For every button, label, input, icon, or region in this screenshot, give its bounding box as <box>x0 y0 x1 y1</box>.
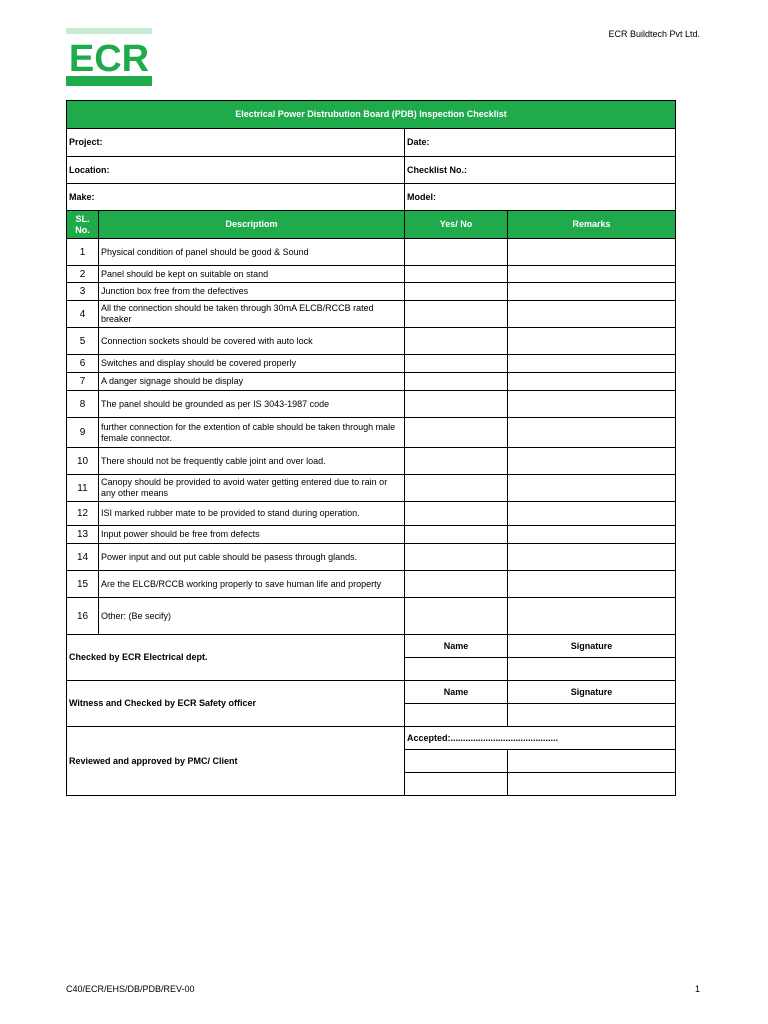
remarks-cell[interactable] <box>508 571 676 598</box>
yes-no-cell[interactable] <box>405 502 508 526</box>
table-row <box>67 448 676 475</box>
remarks-cell[interactable] <box>508 502 676 526</box>
table-row <box>67 328 676 355</box>
checklist-items <box>67 239 676 635</box>
item-description: A danger signage should be display <box>99 373 405 391</box>
yes-no-cell[interactable] <box>405 283 508 301</box>
item-description: Panel should be kept on suitable on stand <box>99 266 405 283</box>
checked-by-name-cell[interactable] <box>405 658 508 681</box>
item-number: 2 <box>67 266 99 283</box>
table-row <box>67 598 676 635</box>
remarks-cell[interactable] <box>508 266 676 283</box>
signature-header: Signature <box>508 681 676 704</box>
remarks-cell[interactable] <box>508 239 676 266</box>
ecr-logo <box>66 28 152 86</box>
document-code: C40/ECR/EHS/DB/PDB/REV-00 <box>66 984 195 994</box>
yes-no-cell[interactable] <box>405 355 508 373</box>
witness-name-cell[interactable] <box>405 704 508 727</box>
make-field[interactable]: Make: <box>67 184 405 211</box>
checked-by-signature-cell[interactable] <box>508 658 676 681</box>
item-description: The panel should be grounded as per IS 3043-1987 code <box>99 391 405 418</box>
page-number: 1 <box>694 984 700 994</box>
remarks-cell[interactable] <box>508 283 676 301</box>
column-header-description: Descriptiom <box>99 211 405 239</box>
witness-label: Witness and Checked by ECR Safety officer <box>67 681 405 727</box>
item-description: Physical condition of panel should be good & Sound <box>99 239 405 266</box>
accepted-field[interactable]: Accepted:........................................... <box>405 727 676 750</box>
item-number: 4 <box>67 301 99 328</box>
yes-no-cell[interactable] <box>405 391 508 418</box>
table-row <box>67 502 676 526</box>
item-description: Switches and display should be covered properly <box>99 355 405 373</box>
remarks-cell[interactable] <box>508 373 676 391</box>
item-number: 12 <box>67 502 99 526</box>
yes-no-cell[interactable] <box>405 598 508 635</box>
yes-no-cell[interactable] <box>405 475 508 502</box>
item-number: 8 <box>67 391 99 418</box>
signature-header: Signature <box>508 635 676 658</box>
inspection-checklist-table <box>66 100 676 796</box>
review-cell[interactable] <box>508 773 676 796</box>
table-row <box>67 526 676 544</box>
remarks-cell[interactable] <box>508 598 676 635</box>
table-row <box>67 355 676 373</box>
yes-no-cell[interactable] <box>405 571 508 598</box>
table-row <box>67 544 676 571</box>
item-description: Connection sockets should be covered with auto lock <box>99 328 405 355</box>
remarks-cell[interactable] <box>508 328 676 355</box>
yes-no-cell[interactable] <box>405 301 508 328</box>
review-cell[interactable] <box>508 750 676 773</box>
date-field[interactable]: Date: <box>405 129 676 157</box>
remarks-cell[interactable] <box>508 355 676 373</box>
checklist-no-field[interactable]: Checklist No.: <box>405 157 676 184</box>
item-number: 14 <box>67 544 99 571</box>
item-number: 10 <box>67 448 99 475</box>
item-description: ISI marked rubber mate to be provided to stand during operation. <box>99 502 405 526</box>
table-row <box>67 266 676 283</box>
table-row <box>67 571 676 598</box>
item-description: Canopy should be provided to avoid water getting entered due to rain or any other means <box>99 475 405 502</box>
yes-no-cell[interactable] <box>405 526 508 544</box>
table-row <box>67 373 676 391</box>
item-number: 5 <box>67 328 99 355</box>
item-number: 15 <box>67 571 99 598</box>
item-description: Junction box free from the defectives <box>99 283 405 301</box>
table-row <box>67 475 676 502</box>
remarks-cell[interactable] <box>508 391 676 418</box>
checked-by-label: Checked by ECR Electrical dept. <box>67 635 405 681</box>
model-field[interactable]: Model: <box>405 184 676 211</box>
column-header-remarks: Remarks <box>508 211 676 239</box>
name-header: Name <box>405 681 508 704</box>
remarks-cell[interactable] <box>508 475 676 502</box>
item-description: There should not be frequently cable joint and over load. <box>99 448 405 475</box>
remarks-cell[interactable] <box>508 448 676 475</box>
column-header-sl-no: SL. No. <box>67 211 99 239</box>
item-number: 3 <box>67 283 99 301</box>
item-description: Input power should be free from defects <box>99 526 405 544</box>
remarks-cell[interactable] <box>508 526 676 544</box>
item-description: Are the ELCB/RCCB working properly to save human life and property <box>99 571 405 598</box>
name-header: Name <box>405 635 508 658</box>
logo-text: ECR <box>68 38 150 80</box>
location-field[interactable]: Location: <box>67 157 405 184</box>
item-number: 7 <box>67 373 99 391</box>
item-number: 16 <box>67 598 99 635</box>
table-row <box>67 239 676 266</box>
item-number: 6 <box>67 355 99 373</box>
item-number: 11 <box>67 475 99 502</box>
item-description: Other: (Be secify) <box>99 598 405 635</box>
yes-no-cell[interactable] <box>405 328 508 355</box>
yes-no-cell[interactable] <box>405 266 508 283</box>
item-number: 9 <box>67 418 99 448</box>
yes-no-cell[interactable] <box>405 373 508 391</box>
remarks-cell[interactable] <box>508 544 676 571</box>
reviewed-label: Reviewed and approved by PMC/ Client <box>67 727 405 796</box>
item-number: 13 <box>67 526 99 544</box>
item-number: 1 <box>67 239 99 266</box>
item-description: Power input and out put cable should be pasess through glands. <box>99 544 405 571</box>
remarks-cell[interactable] <box>508 418 676 448</box>
table-row <box>67 418 676 448</box>
witness-signature-cell[interactable] <box>508 704 676 727</box>
item-description: further connection for the extention of cable should be taken through male female connector. <box>99 418 405 448</box>
review-cell[interactable] <box>405 750 508 773</box>
item-description: All the connection should be taken through 30mA ELCB/RCCB rated breaker <box>99 301 405 328</box>
review-cell[interactable] <box>405 773 508 796</box>
company-name: ECR Buildtech Pvt Ltd. <box>608 29 700 39</box>
column-header-yes-no: Yes/ No <box>405 211 508 239</box>
yes-no-cell[interactable] <box>405 448 508 475</box>
table-row <box>67 391 676 418</box>
yes-no-cell[interactable] <box>405 544 508 571</box>
table-row <box>67 283 676 301</box>
remarks-cell[interactable] <box>508 301 676 328</box>
yes-no-cell[interactable] <box>405 418 508 448</box>
yes-no-cell[interactable] <box>405 239 508 266</box>
checklist-title: Electrical Power Distrubution Board (PDB) Inspection Checklist <box>67 101 676 129</box>
table-row <box>67 301 676 328</box>
project-field[interactable]: Project: <box>67 129 405 157</box>
